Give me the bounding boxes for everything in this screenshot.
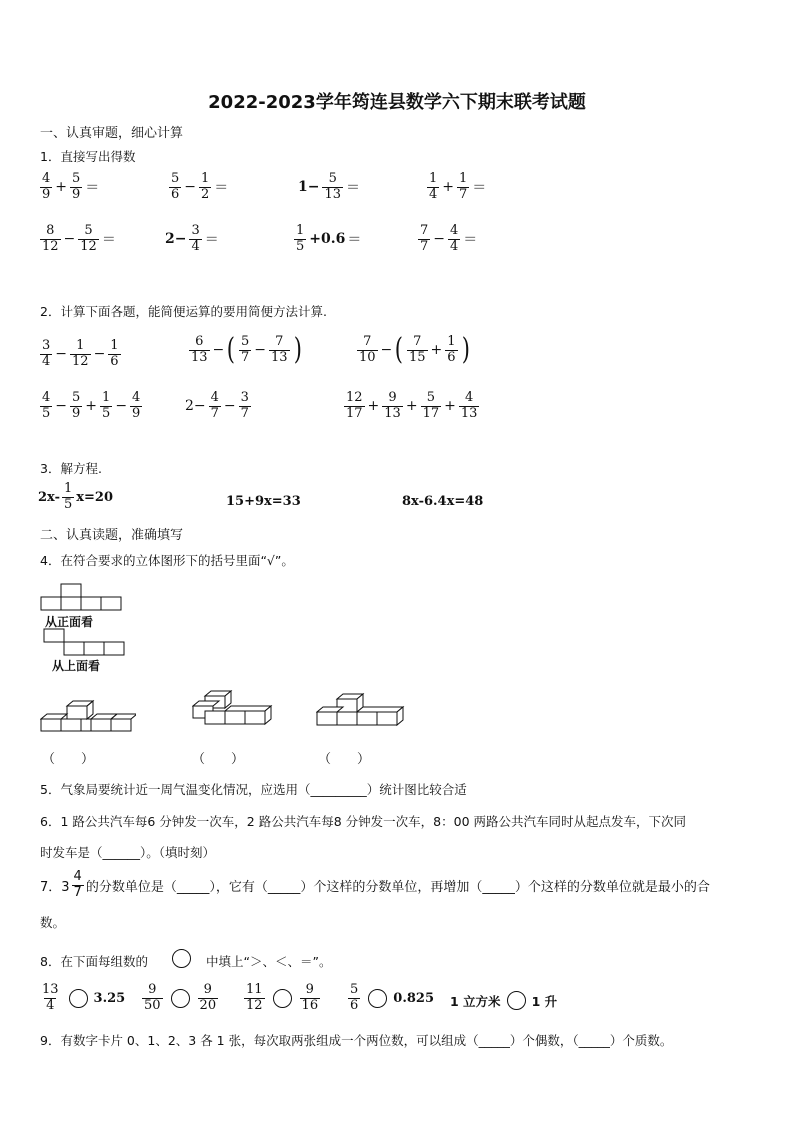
q3-equation-2: 15+9x=33: [226, 494, 301, 509]
q8-pair-3: $\frac{11}{12}$ $\frac{9}{16}$: [246, 982, 319, 1013]
page-title: 2022-2023学年筠连县数学六下期末联考试题: [208, 92, 586, 113]
q1-item-5: $\frac{8}{12}$ − $\frac{5}{12}$ ＝: [42, 223, 116, 254]
q1-label: 1．直接写出得数: [40, 149, 136, 164]
choice-paren-a[interactable]: （ ）: [42, 752, 95, 767]
q2-expr-1: $\frac{3}{4}$ − $\frac{1}{12}$ − $\frac{1}{6}$: [42, 338, 119, 369]
q6-line-1: 6．1 路公共汽车每6 分钟发一次车，2 路公共汽车每8 分钟发一次车，8：00 两路公共汽车同时从起点发车，下次同: [40, 814, 686, 829]
q1-item-2: $\frac{5}{6}$ − $\frac{1}{2}$ ＝: [171, 171, 229, 202]
q1-item-7: $\frac{1}{5}$ +0.6 ＝: [296, 223, 362, 254]
section-1-heading: 一、认真审题，细心计算: [40, 126, 184, 141]
compare-circle-4[interactable]: [368, 989, 387, 1008]
q7-line-2: 数。: [40, 915, 66, 930]
q8-pair-5: 1 立方米 1 升: [450, 991, 557, 1010]
cube-figure-b: [192, 690, 274, 726]
compare-circle-5[interactable]: [507, 991, 526, 1010]
q1-item-3: 1− $\frac{5}{13}$ ＝: [298, 171, 361, 202]
cube-figure-a: [40, 698, 136, 732]
q9-text: 9．有数字卡片 0、1、2、3 各 1 张，每次取两张组成一个两位数，可以组成（_____）个偶数，（_____）个质数。: [40, 1033, 673, 1048]
q3-equation-3: 8x-6.4x=48: [402, 494, 484, 509]
q1-item-4: $\frac{1}{4}$ + $\frac{1}{7}$ ＝: [429, 171, 487, 202]
q4-label: 4．在符合要求的立体图形下的括号里面“√”。: [40, 553, 294, 568]
compare-circle-1[interactable]: [69, 989, 88, 1008]
compare-circle-2[interactable]: [171, 989, 190, 1008]
top-view-figure: [43, 628, 125, 656]
q2-label: 2．计算下面各题，能简便运算的要用简便方法计算.: [40, 304, 327, 319]
q3-equation-1: 2x- $\frac{1}{5}$ x=20: [38, 481, 113, 512]
q2-expr-3: $\frac{7}{10}$ − ( $\frac{7}{15}$ + $\frac{1}{6}$ ): [359, 332, 470, 368]
q8-prefix: 8．在下面每组数的: [40, 954, 148, 969]
front-view-caption: 从正面看: [45, 615, 94, 629]
q5-text: 5．气象局要统计近一周气温变化情况，应选用（_________）统计图比较合适: [40, 782, 467, 797]
cube-figure-c: [316, 692, 406, 728]
q1-item-8: $\frac{7}{7}$ − $\frac{4}{4}$ ＝: [420, 223, 478, 254]
q2-expr-4: $\frac{4}{5}$ − $\frac{5}{9}$ + $\frac{1}{5}$ − $\frac{4}{9}$: [42, 390, 141, 421]
q1-item-6: 2− $\frac{3}{4}$ ＝: [165, 223, 219, 254]
compare-circle-3[interactable]: [273, 989, 292, 1008]
top-view-caption: 从上面看: [52, 659, 101, 673]
choice-paren-b[interactable]: （ ）: [192, 752, 245, 767]
compare-circle-example: [172, 949, 191, 968]
section-2-heading: 二、认真读题，准确填写: [40, 528, 184, 543]
q8-pair-1: $\frac{13}{4}$ 3.25: [42, 982, 126, 1013]
front-view-figure: [38, 583, 122, 611]
q3-label: 3．解方程.: [40, 461, 102, 476]
q8-pair-4: $\frac{5}{6}$ 0.825: [350, 982, 434, 1013]
choice-paren-c[interactable]: （ ）: [318, 752, 371, 767]
q8-pair-2: $\frac{9}{50}$ $\frac{9}{20}$: [144, 982, 217, 1013]
q2-expr-6: $\frac{12}{17}$ + $\frac{9}{13}$ + $\frac{5}{17}$ + $\frac{4}{13}$: [346, 390, 478, 421]
q1-item-1: $\frac{4}{9}$ + $\frac{5}{9}$ ＝: [42, 171, 100, 202]
q6-line-2: 时发车是（______）。（填时刻）: [40, 845, 216, 860]
q7-line-1: 7．3 $\frac{4}{7}$ 的分数单位是（_____），它有（_____）个这样的分数单位，再增加（_____）个这样的分数单位就是最小的合: [40, 869, 710, 900]
q8-suffix: 中填上“＞、＜、＝”。: [206, 954, 332, 969]
q2-expr-2: $\frac{6}{13}$ − ( $\frac{5}{7}$ − $\frac{7}{13}$ ): [191, 332, 302, 368]
q2-expr-5: 2− $\frac{4}{7}$ − $\frac{3}{7}$: [185, 390, 249, 421]
